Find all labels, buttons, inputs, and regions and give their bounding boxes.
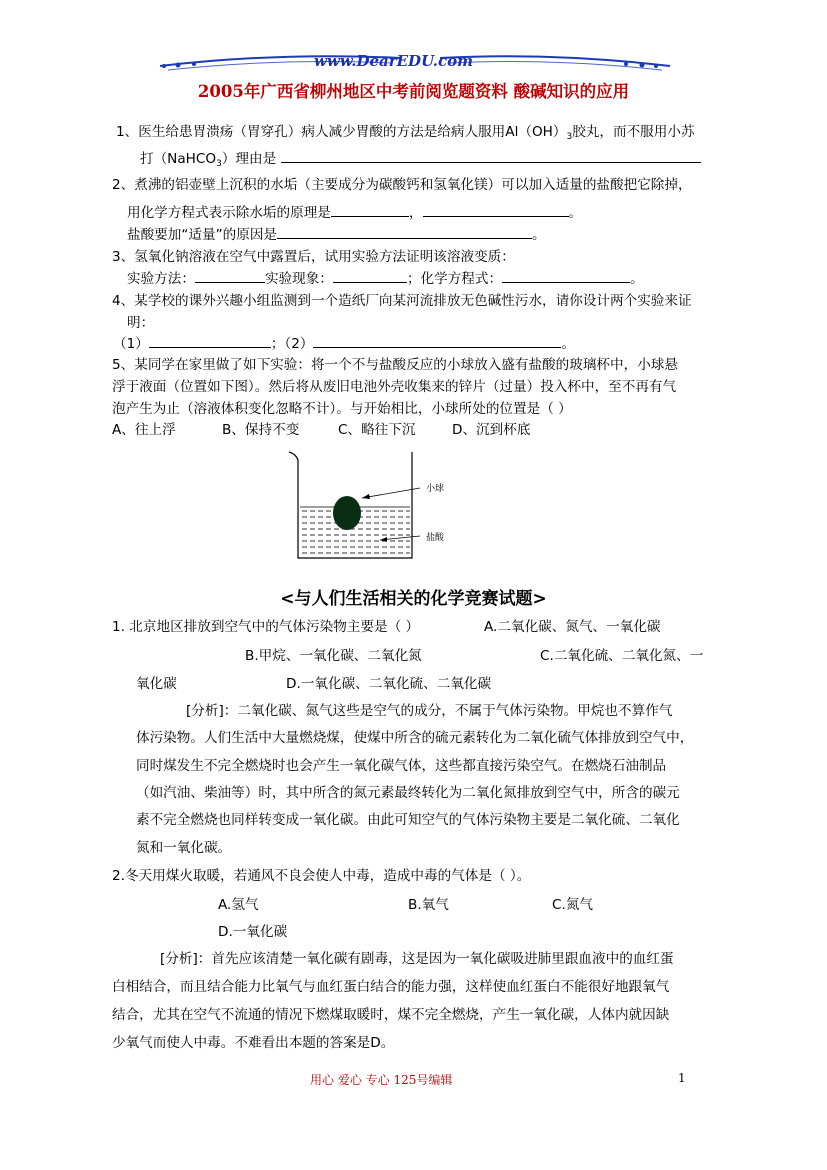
c1-analysis-line2: 体污染物。人们生活中大量燃烧煤，使煤中所含的硫元素转化为二氧化硫气体排放到空气中， — [136, 730, 694, 746]
c2-option-a[interactable]: A.氢气 — [218, 897, 259, 913]
q2-line2: 用化学方程式表示除水垢的原理是 ， 。 — [127, 202, 582, 223]
section-title: <与人们生活相关的化学竞赛试题> — [280, 589, 547, 609]
q3-phenomenon-blank[interactable] — [333, 268, 407, 283]
c1-option-c-cont: 氧化碳 — [136, 676, 177, 692]
q2-line1: 2、煮沸的铝壶壁上沉积的水垢（主要成分为碳酸钙和氢氧化镁）可以加入适量的盐酸把它除掉， — [112, 177, 692, 193]
q4-line3: （1） ；（2） 。 — [113, 333, 575, 354]
q4-line2: 明： — [127, 315, 155, 331]
page-title: 2005年广西省柳州地区中考前阅览题资料 酸碱知识的应用 — [197, 82, 630, 101]
site-url[interactable]: www.DearEDU.com — [314, 52, 474, 70]
beaker-figure — [286, 448, 476, 566]
c1-stem: 1. 北京地区排放到空气中的气体污染物主要是（ ） — [112, 619, 420, 635]
c2-option-d[interactable]: D.一氧化碳 — [218, 924, 288, 940]
c1-option-d[interactable]: D.一氧化碳、二氧化硫、二氧化碳 — [286, 676, 492, 692]
c1-analysis-line1: [分析]：二氧化碳、氮气这些是空气的成分，不属于气体污染物。甲烷也不算作气 — [186, 703, 673, 719]
q4-line1: 4、某学校的课外兴趣小组监测到一个造纸厂向某河流排放无色碱性污水，请你设计两个实验来证 — [112, 293, 692, 309]
c2-analysis-line1: [分析]：首先应该清楚一氧化碳有剧毒，这是因为一氧化碳吸进肺里跟血液中的血红蛋 — [160, 951, 674, 967]
c1-analysis-line3: 同时煤发生不完全燃烧时也会产生一氧化碳气体，这些都直接污染空气。在燃烧石油制品 — [136, 758, 667, 774]
q5-option-a[interactable]: A、往上浮 — [112, 422, 176, 438]
c2-analysis-line4: 少氧气而使人中毒。不难看出本题的答案是D。 — [112, 1035, 395, 1051]
c1-option-c[interactable]: C.二氧化硫、二氧化氮、一 — [540, 648, 704, 664]
c1-analysis-line5: 素不完全燃烧也同样转变成一氧化碳。由此可知空气的气体污染物主要是二氧化硫、二氧化 — [136, 812, 680, 828]
q3-line1: 3、氢氧化钠溶液在空气中露置后，试用实验方法证明该溶液变质： — [112, 249, 515, 265]
q4-experiment-blank-2[interactable] — [313, 333, 561, 348]
q5-option-b[interactable]: B、保持不变 — [222, 422, 300, 438]
c1-option-b[interactable]: B.甲烷、一氧化碳、二氧化氮 — [245, 648, 422, 664]
q2-reason-blank[interactable] — [277, 224, 532, 239]
q2-equation-blank-2[interactable] — [423, 202, 569, 217]
c2-option-b[interactable]: B.氧气 — [408, 897, 449, 913]
q5-line2: 浮于液面（位置如下图）。然后将从废旧电池外壳收集来的锌片（过量）投入杯中，至不再有气 — [112, 379, 677, 395]
q5-option-c[interactable]: C、略往下沉 — [338, 422, 416, 438]
q3-line2: 实验方法： 实验现象： ；化学方程式： 。 — [127, 268, 644, 289]
c1-analysis-line4: （如汽油、柴油等）时，其中所含的氮元素最终转化为二氧化氮排放到空气中，所含的碳元 — [136, 785, 680, 801]
q2-equation-blank-1[interactable] — [331, 202, 409, 217]
q4-experiment-blank-1[interactable] — [149, 333, 271, 348]
q5-line3: 泡产生为止（溶液体积变化忽略不计）。与开始相比，小球所处的位置是（ ） — [112, 401, 572, 417]
c2-analysis-line3: 结合，尤其在空气不流通的情况下燃煤取暖时，煤不完全燃烧，产生一氧化碳，人体内就因缺 — [112, 1007, 670, 1023]
q3-method-blank[interactable] — [195, 268, 265, 283]
label-acid: 盐酸 — [426, 533, 445, 543]
c2-option-c[interactable]: C.氮气 — [552, 897, 594, 913]
q2-line3: 盐酸要加“适量”的原因是 。 — [127, 224, 546, 245]
q1-line1: 1、医生给患胃溃疡（胃穿孔）病人减少胃酸的方法是给病人服用$Al(OH)_3$胶丸，而不服用小苏 — [116, 124, 695, 142]
q5-line1: 5、某同学在家里做了如下实验：将一个不与盐酸反应的小球放入盛有盐酸的玻璃杯中，小球悬 — [112, 357, 678, 373]
c1-analysis-line6: 氮和一氧化碳。 — [136, 840, 232, 856]
footer-text: 用心 爱心 专心 125号编辑 — [310, 1073, 453, 1087]
q5-option-d[interactable]: D、沉到杯底 — [452, 422, 531, 438]
c2-stem: 2.冬天用煤火取暖，若通风不良会使人中毒，造成中毒的气体是（ ）。 — [112, 868, 531, 884]
q3-equation-blank[interactable] — [502, 268, 630, 283]
small-ball — [333, 496, 361, 530]
c1-option-a[interactable]: A.二氧化碳、氮气、一氧化碳 — [484, 619, 661, 635]
label-ball: 小球 — [426, 484, 445, 494]
page-number: 1 — [678, 1071, 686, 1085]
c2-analysis-line2: 白相结合，而且结合能力比氧气与血红蛋白结合的能力强，这样使血红蛋白不能很好地跟氧气 — [112, 979, 670, 995]
q1-answer-blank[interactable] — [281, 148, 701, 163]
q1-line2: 打（NaHCO$_3$）理由是 — [140, 148, 701, 174]
